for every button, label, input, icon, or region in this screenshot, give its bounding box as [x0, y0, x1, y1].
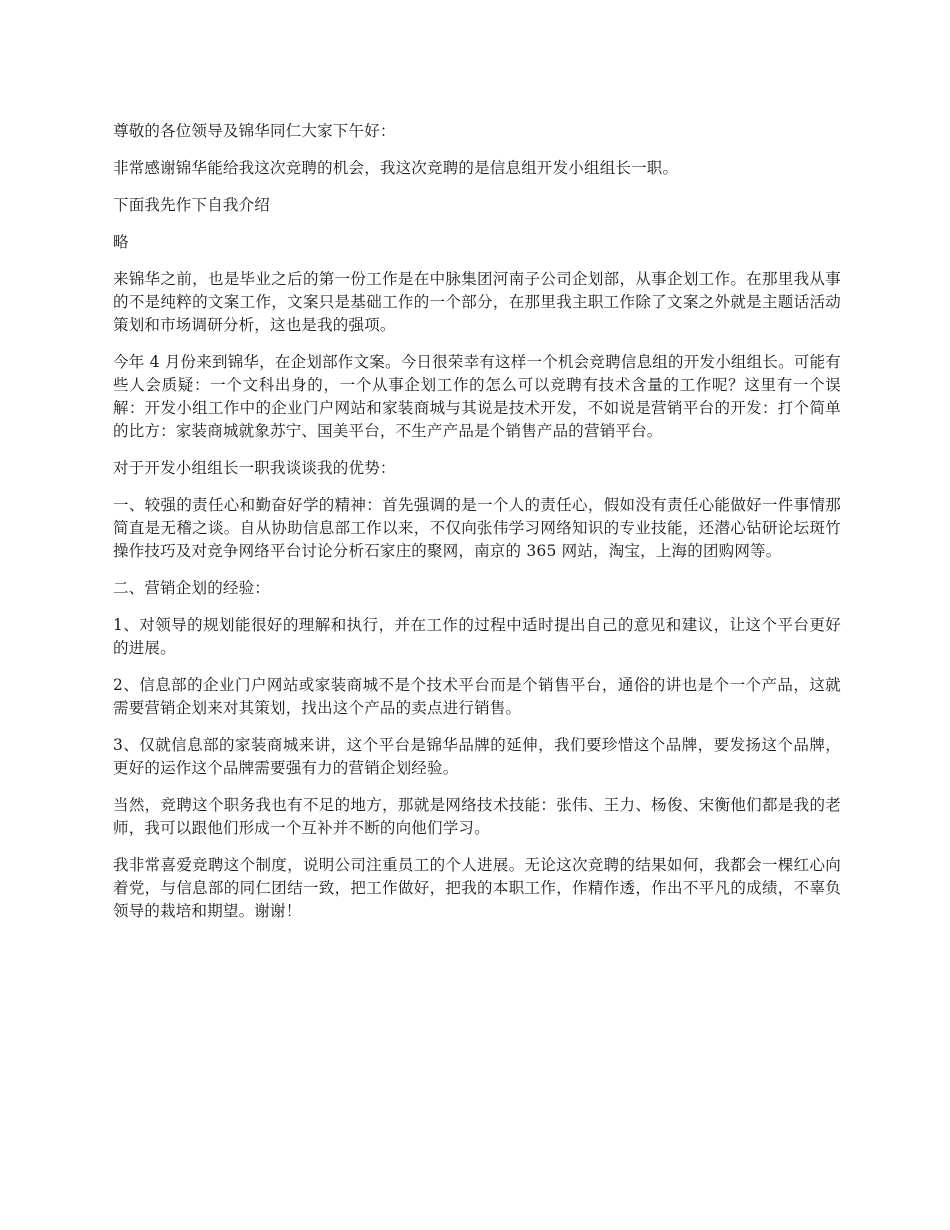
document-body	[113, 120, 841, 937]
background-paragraph: 来锦华之前，也是毕业之后的第一份工作是在中脉集团河南子公司企划部，从事企划工作。在那里我从事的不是纯粹的文案工作，文案只是基础工作的一个部分，在那里我主职工作除了文案之外就是主题话活动策划和市场调研分析，这也是我的强项。	[113, 270, 841, 334]
omitted-paragraph: 略	[113, 233, 129, 251]
advantage-one-paragraph: 一、较强的责任心和勤奋好学的精神：首先强调的是一个人的责任心，假如没有责任心能做好一件事情那简直是无稽之谈。自从协助信息部工作以来，不仅向张伟学习网络知识的专业技能，还潜心钻研论坛斑竹操作技巧及对竞争网络平台讨论分析石家庄的聚网，南京的 365 网站，淘宝，上海的团购网等。	[113, 496, 841, 560]
advantage-two-heading-paragraph: 二、营销企划的经验：	[113, 579, 271, 597]
intro-heading-paragraph: 下面我先作下自我介绍	[113, 196, 271, 214]
thanks-paragraph: 非常感谢锦华能给我这次竞聘的机会，我这次竞聘的是信息组开发小组组长一职。	[113, 159, 679, 177]
closing-paragraph: 我非常喜爱竞聘这个制度，说明公司注重员工的个人进展。无论这次竞聘的结果如何，我都会一棵红心向着党，与信息部的同仁团结一致，把工作做好，把我的本职工作，作精作透，作出不平凡的成绩，不辜负领导的栽培和期望。谢谢！	[113, 856, 841, 920]
current-role-paragraph: 今年 4 月份来到锦华，在企划部作文案。今日很荣幸有这样一个机会竞聘信息组的开发小组组长。可能有些人会质疑：一个文科出身的，一个从事企划工作的怎么可以竞聘有技术含量的工作呢？这里有一个误解：开发小组工作中的企业门户网站和家装商城与其说是技术开发，不如说是营销平台的开发：打个简单的比方：家装商城就象苏宁、国美平台，不生产产品是个销售产品的营销平台。	[113, 353, 841, 440]
point-two-paragraph: 2、信息部的企业门户网站或家装商城不是个技术平台而是个销售平台，通俗的讲也是个一个产品，这就需要营销企划来对其策划，找出这个产品的卖点进行销售。	[113, 676, 841, 717]
point-one-paragraph: 1、对领导的规划能很好的理解和执行，并在工作的过程中适时提出自己的意见和建议，让这个平台更好的进展。	[113, 616, 841, 657]
greeting-paragraph: 尊敬的各位领导及锦华同仁大家下午好：	[113, 122, 396, 140]
advantages-heading-paragraph: 对于开发小组组长一职我谈谈我的优势：	[113, 459, 396, 477]
shortcomings-paragraph: 当然，竞聘这个职务我也有不足的地方，那就是网络技术技能：张伟、王力、杨俊、宋衡他们都是我的老师，我可以跟他们形成一个互补并不断的向他们学习。	[113, 796, 841, 837]
point-three-paragraph: 3、仅就信息部的家装商城来讲，这个平台是锦华品牌的延伸，我们要珍惜这个品牌，要发扬这个品牌，更好的运作这个品牌需要强有力的营销企划经验。	[113, 736, 841, 777]
